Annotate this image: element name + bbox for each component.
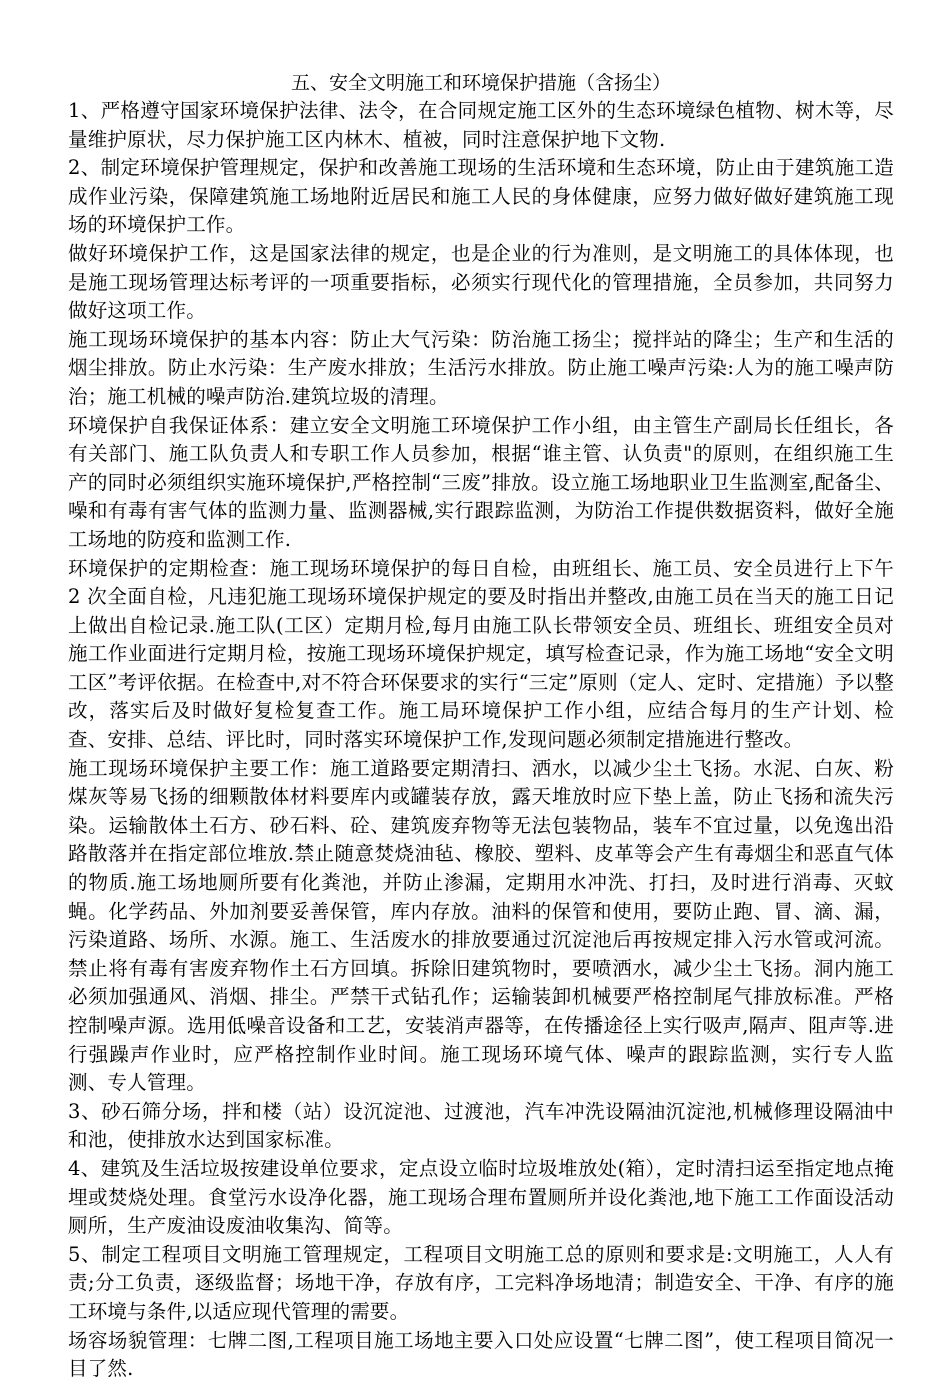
paragraph-7: 施工现场环境保护主要工作：施工道路要定期清扫、洒水，以减少尘土飞扬。水泥、白灰、粉煤灰等易飞扬的细颗散体材料要库内或罐装存放，露天堆放时应下垫上盖，防止飞扬和流失污染。运输散体土石方、砂石料、砼、建筑废弃物等无法包装物品，装车不宜过量，以免逸出沿路散落并在指定部位堆放.禁止随意焚烧油毡、橡胶、塑料、皮革等会产生有毒烟尘和恶直气体的物质.施工场地厕所要有化粪池，并防止渗漏，定期用水冲洗、打扫，及时进行消毒、灭蚊蝇。化学药品、外加剂要妥善保管，库内存放。油料的保管和使用，要防止跑、冒、滴、漏，污染道路、场所、水源。施工、生活废水的排放要通过沉淀池后再按规定排入污水管或河流。禁止将有毒有害废弃物作土石方回填。拆除旧建筑物时，要喷洒水，减少尘土飞扬。洞内施工必须加强通风、消烟、排尘。严禁干式钻孔作；运输装卸机械要严格控制尾气排放标准。严格控制噪声源。选用低噪音设备和工艺，安装消声器等，在传播途径上实行吸声,隔声、阻声等.进行强躁声作业时，应严格控制作业时间。施工现场环境气体、噪声的跟踪监测，实行专人监测、专人管理。 [68,756,894,1095]
paragraph-5: 环境保护自我保证体系：建立安全文明施工环境保护工作小组，由主管生产副局长任组长，各有关部门、施工队负责人和专职工作人员参加，根据“谁主管、认负责"的原则，在组织施工生产的同时必须组织实施环境保护,严格控制“三废”排放。设立施工场地职业卫生监测室,配备尘、噪和有毒有害气体的监测力量、监测器械,实行跟踪监测，为防治工作提供数据资料，做好全施工场地的防疫和监测工作. [68,413,894,551]
paragraph-2: 2、制定环境保护管理规定，保护和改善施工现场的生活环境和生态环境，防止由于建筑施工造成作业污染，保障建筑施工场地附近居民和施工人民的身体健康，应努力做好做好建筑施工现场的环境保护工作。 [68,156,894,237]
paragraph-1: 1、严格遵守国家环境保护法律、法令，在合同规定施工区外的生态环境绿色植物、树木等，尽量维护原状，尽力保护施工区内林木、植被，同时注意保护地下文物. [68,99,894,151]
paragraph-4: 施工现场环境保护的基本内容：防止大气污染：防治施工扬尘；搅拌站的降尘；生产和生活的烟尘排放。防止水污染：生产废水排放；生活污水排放。防止施工噪声污染:人为的施工噪声防治；施工机械的噪声防治.建筑垃圾的清理。 [68,327,894,408]
paragraph-10: 5、制定工程项目文明施工管理规定，工程项目文明施工总的原则和要求是:文明施工，人人有责;分工负责，逐级监督；场地干净，存放有序，工完料净场地清；制造安全、干净、有序的施工环境与条件,以适应现代管理的需要。 [68,1242,894,1323]
paragraph-3: 做好环境保护工作，这是国家法律的规定，也是企业的行为准则，是文明施工的具体体现，也是施工现场管理达标考评的一项重要指标，必须实行现代化的管理措施，全员参加，共同努力做好这项工作。 [68,241,894,323]
paragraph-9: 4、建筑及生活垃圾按建设单位要求，定点设立临时垃圾堆放处(箱），定时清扫运至指定地点掩埋或焚烧处理。食堂污水设净化器，施工现场合理布置厕所并设化粪池,地下施工工作面设活动厕所，生产废油设废油收集沟、简等。 [68,1156,894,1238]
document-page [68,70,894,1384]
paragraph-8: 3、砂石筛分场，拌和楼（站）设沉淀池、过渡池，汽车冲洗设隔油沉淀池,机械修理设隔油中和池，使排放水达到国家标准。 [68,1099,894,1152]
paragraph-11: 场容场貌管理：七牌二图,工程项目施工场地主要入口处应设置“七牌二图”，使工程项目简况一目了然. [68,1328,894,1381]
paragraph-6: 环境保护的定期检查：施工现场环境保护的每日自检，由班组长、施工员、安全员进行上下午 2 次全面自检，凡违犯施工现场环境保护规定的要及时指出并整改,由施工员在当天的施工日记上做出自检记录.施工队(工区）定期月检,每月由施工队长带领安全员、班组长、班组安全员对施工作业面进行定期月检，按施工现场环境保护规定，填写检查记录，作为施工场地“安全文明工区”考评依据。在检查中,对不符合环保要求的实行“三定”原则（定人、定时、定措施）予以整改，落实后及时做好复检复查工作。施工局环境保护工作小组，应结合每月的生产计划、检查、安排、总结、评比时，同时落实环境保护工作,发现问题必须制定措施进行整改。 [68,556,894,752]
document-title: 五、安全文明施工和环境保护措施（含扬尘） [290,72,671,94]
